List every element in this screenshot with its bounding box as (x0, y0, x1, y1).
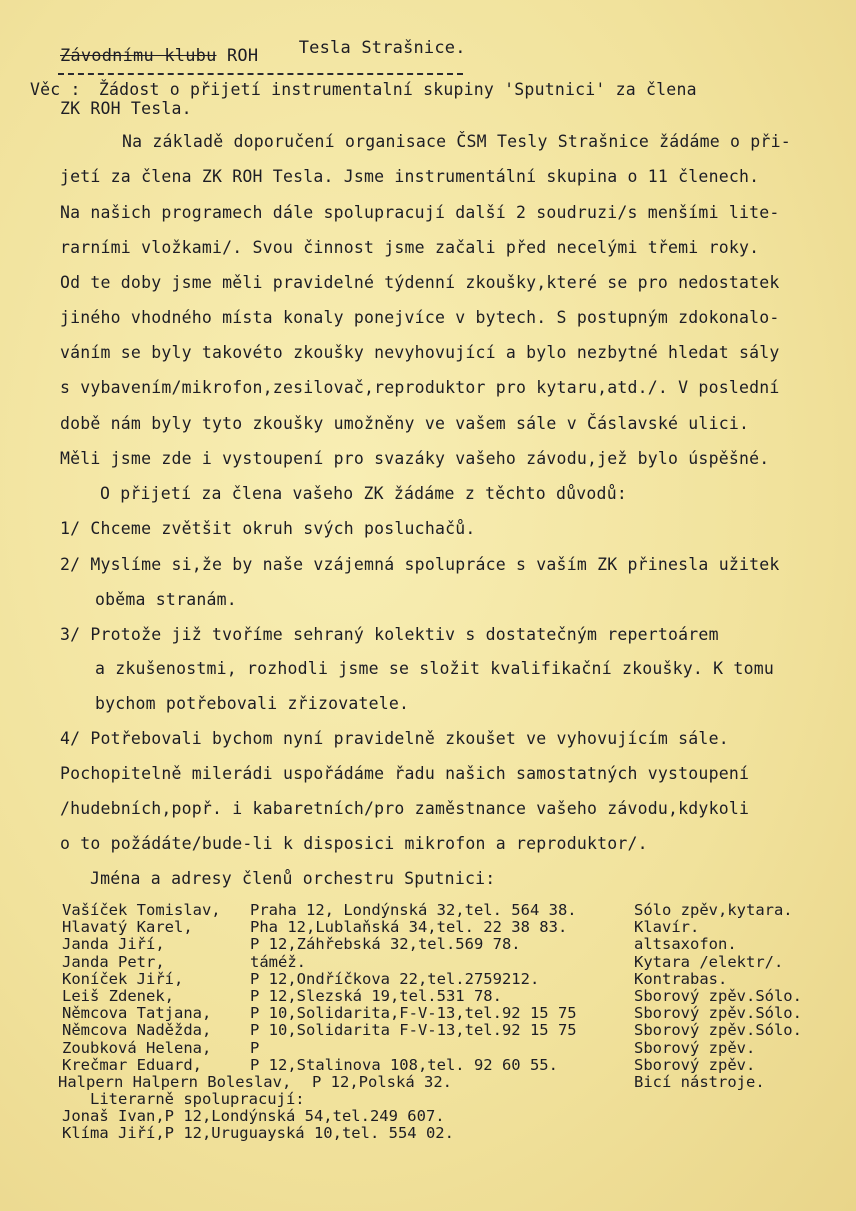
literary-entry: Klíma Jiří,P 12,Uruguayská 10,tel. 554 02. (62, 1124, 454, 1143)
literary-row (62, 1125, 852, 1142)
reason-2-line: 2/ Myslíme si,že by naše vzájemná spolupráce s vaším ZK přinesla užitek (60, 555, 780, 574)
body-line: Na našich programech dále spolupracují další 2 soudruzi/s menšími lite- (60, 203, 780, 222)
body-line: Od te doby jsme měli pravidelné týdenní zkoušky,které se pro nedostatek (60, 273, 780, 292)
subject-label: Věc : (30, 80, 81, 99)
member-row (58, 1072, 852, 1091)
member-address: Pha 12,Lublaňská 34,tel. 22 38 83. (250, 918, 568, 937)
member-row (62, 1057, 852, 1074)
reason-2-line: oběma stranám. (95, 590, 237, 609)
member-address: Praha 12, Londýnská 32,tel. 564 38. (250, 901, 577, 919)
member-role: Sólo zpěv,kytara. (634, 901, 793, 919)
member-role: Sborový zpěv.Sólo. (634, 986, 802, 1005)
header-underline (58, 73, 463, 75)
member-name: Krečmar Eduard, (62, 1055, 202, 1074)
member-role: Bicí nástroje. (634, 1072, 765, 1091)
member-row (62, 971, 852, 988)
member-role: Sborový zpěv.Sólo. (634, 1004, 802, 1023)
literary-heading-row (62, 1091, 852, 1108)
members-heading: Jména a adresy členů orchestru Sputnici: (90, 869, 496, 888)
literary-heading: Literarně spolupracují: (90, 1090, 305, 1109)
reason-4-line: o to požádáte/bude-li k disposici mikrofon a reproduktor/. (60, 834, 648, 853)
member-role: Sborový zpěv.Sólo. (634, 1021, 802, 1040)
member-row (62, 988, 852, 1005)
member-address: P 12,Slezská 19,tel.531 78. (250, 986, 502, 1005)
body-line: jetí za člena ZK ROH Tesla. Jsme instrumentální skupina o 11 členech. (60, 167, 760, 186)
member-name: Janda Jiří, (62, 935, 165, 954)
member-name: Halpern Halpern Boleslav, (58, 1072, 292, 1091)
member-address: P 10,Solidarita,F-V-13,tel.92 15 75 (250, 1004, 577, 1023)
reason-3-line: bychom potřebovali zřizovatele. (95, 694, 410, 713)
member-row (62, 919, 852, 936)
member-row (62, 1022, 852, 1039)
literary-row (62, 1108, 852, 1125)
member-name: Hlavatý Karel, (62, 918, 193, 937)
reason-4-line: 4/ Potřebovali bychom nyní pravidelně zkoušet ve vyhovujícím sále. (60, 729, 729, 748)
subject-text: Žádost o přijetí instrumentalní skupiny 'Sputnici' za člena (98, 80, 697, 99)
member-name: Němcova Naděžda, (62, 1021, 212, 1040)
body-line: Měli jsme zde i vystoupení pro svazáky vašeho závodu,jež bylo úspěšné. (60, 449, 770, 468)
addressee-org: ROH (226, 46, 259, 66)
member-name: Janda Petr, (62, 952, 165, 971)
body-line: době nám byly tyto zkoušky umožněny ve vašem sále v Čáslavské ulici. (60, 414, 750, 433)
member-role: Kontrabas. (634, 969, 728, 988)
member-address: P (250, 1038, 260, 1057)
member-address: táméž. (250, 952, 306, 971)
body-line: váním se byly takovéto zkoušky nevyhovující a bylo nezbytné hledat sály (60, 343, 780, 362)
member-row (62, 954, 852, 971)
reason-4-line: /hudebních,popř. i kabaretních/pro zaměstnance vašeho závodu,kdykoli (60, 799, 750, 818)
member-row (62, 1005, 852, 1022)
members-table (58, 901, 852, 1143)
member-row (62, 936, 852, 953)
member-address: P 10,Solidarita F-V-13,tel.92 15 75 (250, 1021, 577, 1040)
member-name: Němcova Tatjana, (62, 1004, 212, 1023)
member-address: P 12,Ondříčkova 22,tel.2759212. (250, 969, 540, 988)
addressee-line (60, 38, 466, 66)
reason-1-line: 1/ Chceme zvětšit okruh svých posluchačů. (60, 519, 476, 538)
member-name: Vašíček Tomislav, (62, 901, 221, 919)
member-address: P 12,Stalinova 108,tel. 92 60 55. (250, 1055, 558, 1074)
member-row (62, 1040, 852, 1057)
reasons-intro: O přijetí za člena vašeho ZK žádáme z těchto důvodů: (100, 484, 627, 503)
member-name: Koníček Jiří, (62, 969, 184, 988)
member-role: Klavír. (634, 918, 700, 937)
member-role: altsaxofon. (634, 935, 737, 954)
member-role: Kytara /elektr/. (634, 952, 784, 971)
addressee-place: Tesla Strašnice. (298, 38, 466, 58)
reason-3-line: a zkušenostmi, rozhodli jsme se složit kvalifikační zkoušky. K tomu (95, 659, 774, 678)
body-line: s vybavením/mikrofon,zesilovač,reproduktor pro kytaru,atd./. V poslední (60, 378, 780, 397)
body-line: rarními vložkami/. Svou činnost jsme začali před necelými třemi roky. (60, 238, 760, 257)
member-role: Sborový zpěv. (634, 1038, 756, 1057)
addressee-struck: Závodnímu klubu (60, 46, 217, 66)
literary-entry: Jonaš Ivan,P 12,Londýnská 54,tel.249 607. (62, 1107, 445, 1126)
member-row (62, 902, 852, 919)
member-name: Zoubková Helena, (62, 1038, 212, 1057)
subject-line-2: ZK ROH Tesla. (60, 99, 192, 118)
reason-4-line: Pochopitelně milerádi uspořádáme řadu našich samostatných vystoupení (60, 764, 750, 783)
reason-3-line: 3/ Protože již tvoříme sehraný kolektiv s dostatečným repertoárem (60, 625, 719, 644)
body-line: jiného vhodného místa konaly ponejvíce v bytech. S postupným zdokonalo- (60, 308, 780, 327)
member-name: Leiš Zdenek, (62, 986, 174, 1005)
subject-line-1 (30, 80, 697, 99)
body-line: Na základě doporučení organisace ČSM Tesly Strašnice žádáme o při- (122, 132, 791, 151)
member-address: P 12,Záhřebská 32,tel.569 78. (250, 935, 521, 954)
member-role: Sborový zpěv. (634, 1055, 756, 1074)
member-address: P 12,Polská 32. (312, 1072, 452, 1091)
